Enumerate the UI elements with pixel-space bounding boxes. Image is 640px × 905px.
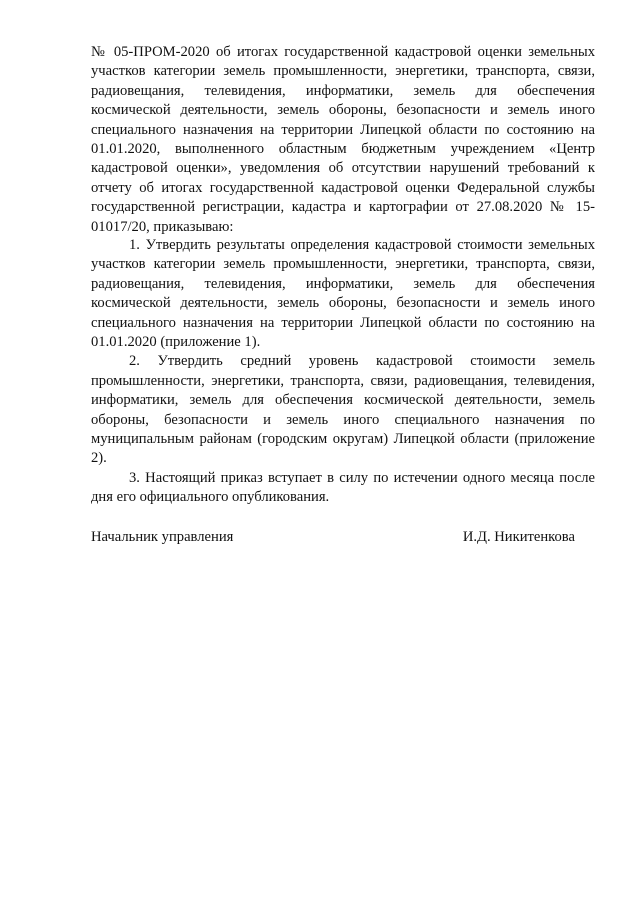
signature-block — [91, 528, 575, 547]
intro-paragraph: № 05-ПРОМ-2020 об итогах государственной кадастровой оценки земельных участков категории земель промышленности, энергетики, транспорта, связи, радиовещания, телевидения, информатики, земель для обеспечения космической деятельности, земель обороны, безопасности и земель иного специального назначения на территории Липецкой области по состоянию на 01.01.2020, выполненного областным бюджетным учреждением «Центр кадастровой оценки», уведомления об отсутствии нарушений требований к отчету об итогах государственной кадастровой оценки Федеральной службы государственной регистрации, кадастра и картографии от 27.08.2020 № 15-01017/20, приказываю: — [91, 44, 595, 235]
order-items — [91, 236, 595, 508]
order-item-2: 2. Утвердить средний уровень кадастровой стоимости земель промышленности, энергетики, транспорта, связи, радиовещания, телевидения, информатики, земель для обеспечения космической деятельности, земель обороны, безопасности и земель иного специального назначения по муниципальным районам (городским округам) Липецкой области (приложение 2). — [91, 353, 595, 467]
signer-name: И.Д. Никитенкова — [462, 529, 575, 545]
order-item-3: 3. Настоящий приказ вступает в силу по истечении одного месяца после дня его официального опубликования. — [91, 469, 595, 506]
signer-position: Начальник управления — [91, 529, 234, 545]
order-item-1: 1. Утвердить результаты определения кадастровой стоимости земельных участков категории земель промышленности, энергетики, транспорта, связи, радиовещания, телевидения, информатики, земель для обеспечения космической деятельности, земель обороны, безопасности и земель иного специального назначения на территории Липецкой области по состоянию на 01.01.2020 (приложение 1). — [91, 237, 595, 351]
